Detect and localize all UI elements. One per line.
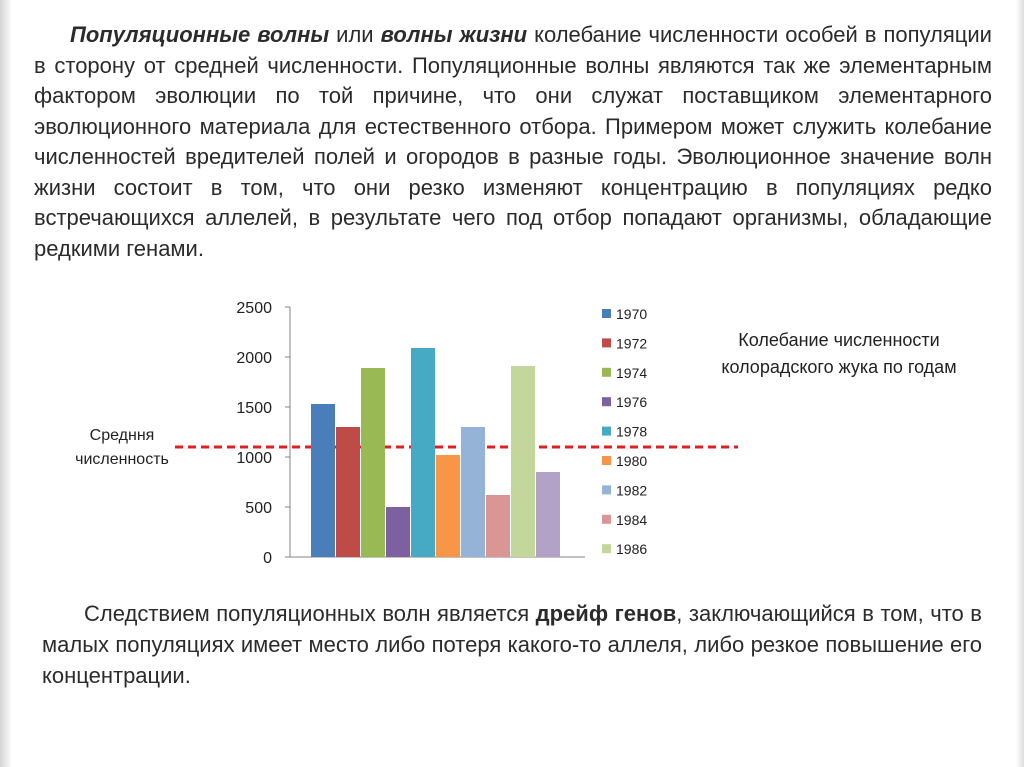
term-genetic-drift: дрейф генов bbox=[535, 601, 677, 626]
conclusion-text-start: Следствием популяционных волн является bbox=[84, 601, 530, 626]
y-tick-label: 500 bbox=[245, 500, 272, 517]
legend-swatch-1978 bbox=[602, 427, 611, 436]
term-life-waves: волны жизни bbox=[380, 22, 528, 47]
term-population-waves: Популяционные волны bbox=[70, 22, 330, 47]
conjunction-text: или bbox=[336, 22, 374, 47]
bar-1972 bbox=[336, 427, 360, 557]
legend-label-1970: 1970 bbox=[616, 306, 648, 322]
legend-swatch-1980 bbox=[602, 456, 611, 465]
bar-1980 bbox=[436, 455, 460, 557]
chart-title: Колебание численности колорадского жука по годам bbox=[721, 330, 957, 377]
legend-label-1976: 1976 bbox=[616, 394, 648, 411]
conclusion-paragraph bbox=[42, 598, 982, 691]
legend-label-1982: 1982 bbox=[616, 482, 648, 499]
legend-label-1978: 1978 bbox=[616, 423, 648, 440]
bar-1976 bbox=[386, 507, 410, 557]
legend-swatch-1986 bbox=[602, 544, 611, 553]
y-tick-label: 0 bbox=[263, 550, 272, 567]
bar-1974 bbox=[361, 368, 385, 557]
y-tick-label: 2000 bbox=[236, 350, 272, 367]
y-tick-label: 2500 bbox=[236, 300, 272, 317]
bar-1978 bbox=[411, 348, 435, 557]
conclusion-text-end: , заключающийся в том, что в малых популяциях имеет место либо потеря какого-то аллеля, либо резкое повышение его концентрации. bbox=[42, 601, 982, 688]
legend-swatch-1974 bbox=[602, 368, 611, 377]
legend-label-1980: 1980 bbox=[616, 453, 648, 469]
legend-label-1986: 1986 bbox=[616, 541, 648, 558]
bar-1982 bbox=[461, 427, 485, 557]
average-line-label: Средння численность bbox=[75, 427, 169, 468]
legend-label-1974: 1974 bbox=[616, 364, 648, 381]
legend-swatch-1984 bbox=[602, 515, 611, 524]
legend-swatch-1982 bbox=[602, 485, 611, 494]
legend-swatch-1976 bbox=[602, 397, 611, 406]
bar-1984 bbox=[486, 495, 510, 557]
y-tick-label: 1000 bbox=[236, 450, 272, 467]
legend-label-1984: 1984 bbox=[616, 511, 648, 528]
legend-label-1972: 1972 bbox=[616, 335, 648, 352]
y-tick-label: 1500 bbox=[236, 400, 272, 417]
bar-1986 bbox=[511, 366, 535, 557]
legend-swatch-1970 bbox=[602, 309, 611, 318]
bar-unlabeled bbox=[536, 472, 560, 557]
bar-1970 bbox=[311, 404, 335, 557]
legend-swatch-1972 bbox=[602, 338, 611, 347]
intro-body-text: колебание численности особей в популяции в сторону от средней численности. Популяционные волны являются так же элементарным фактором эволюции по той причине, что они служат поставщиком элементарного эволюционного материала для естественного отбора. Примером может служить колебание численностей вредителей полей и огородов в разные годы. Эволюционное значение волн жизни состоит в том, что они резко изменяют концентрацию в популяциях редко встречающихся аллелей, в результате чего под отбор попадают организмы, обладающие редкими генами. bbox=[34, 22, 992, 261]
